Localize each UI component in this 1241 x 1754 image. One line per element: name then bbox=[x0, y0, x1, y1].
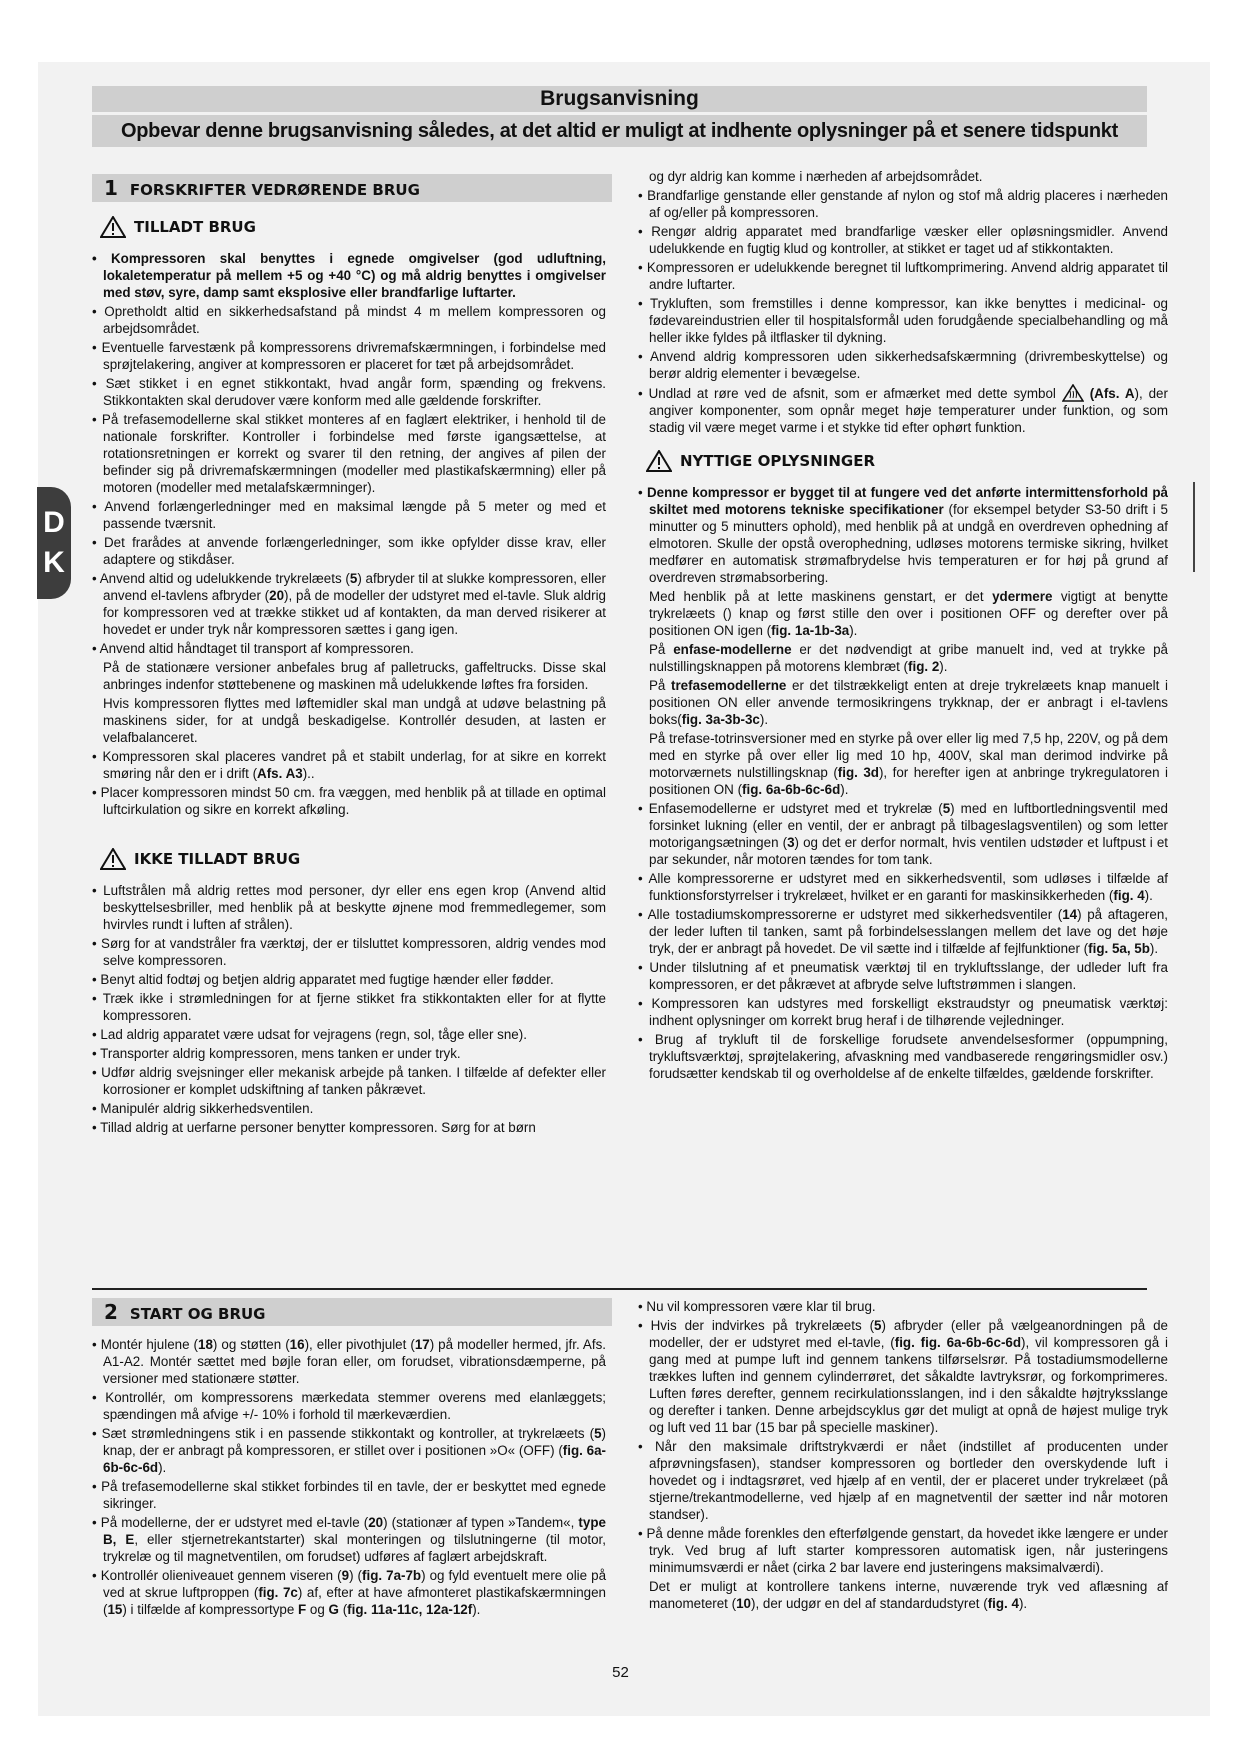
start-paragraph: Det er muligt at kontrollere tankens interne, nuværende tryk ved aflæsning af manometeret (10), der udgør en del af standardudstyret (fig. 4). bbox=[649, 1579, 1168, 1611]
section2-title: START OG BRUG bbox=[129, 1305, 266, 1323]
warning-triangle-icon bbox=[646, 450, 672, 472]
ikke-item: • Sørg for at vandstråler fra værktøj, der er tilsluttet kompressoren, aldrig vendes mod selve kompressoren. bbox=[92, 935, 606, 969]
page-number: 52 bbox=[612, 1664, 629, 1681]
tilladt-item: • Kompressoren skal placeres vandret på et stabilt underlag, for at sikre en korrekt smøring når den er i drift (Afs. A3).. bbox=[92, 748, 606, 782]
language-tab bbox=[37, 487, 71, 599]
ikke-tilladt-heading-text: IKKE TILLADT BRUG bbox=[134, 849, 301, 868]
tilladt-item: • Anvend altid håndtaget til transport af kompressoren. bbox=[92, 640, 606, 657]
tilladt-item: • Eventuelle farvestænk på kompressorens drivremafskærmningen, i forbindelse med sprøjtelakering, angiver at kompressoren er placeret for tæt på arbejdsområdet. bbox=[92, 339, 606, 373]
start-item: • Nu vil kompressoren være klar til brug. bbox=[638, 1298, 1168, 1315]
tilladt-item: • Opretholdt altid en sikkerhedsafstand på mindst 4 m mellem kompressoren og arbejdsområdet. bbox=[92, 303, 606, 337]
nyttige-paragraph: På trefasemodellerne er det tilstrækkeligt enten at dreje trykrelæets knap manuelt i positionen ON eller anvende termosikringens trykknap, der er anbragt i el-tavlens boks(fig. 3a-3b-3c). bbox=[649, 678, 1168, 727]
page-title: Brugsanvisning bbox=[92, 86, 1147, 112]
tilladt-item: • Anvend forlængerledninger med en maksimal længde på 5 meter og med et passende tværsnit. bbox=[92, 498, 606, 532]
ikke-item: • Anvend aldrig kompressoren uden sikkerhedsafskærmning (drivrembeskyttelse) og berør aldrig elementer i bevægelse. bbox=[638, 348, 1168, 382]
ikke-item: • Rengør aldrig apparatet med brandfarlige væsker eller opløsningsmidler. Anvend udelukkende en fugtig klud og kontroller, at stikket er taget ud af stikkontakten. bbox=[638, 223, 1168, 257]
ikke-item: • Brandfarlige genstande eller genstande af nylon og stof må aldrig placeres i nærheden af og/eller på kompressoren. bbox=[638, 187, 1168, 221]
language-tab-letter-d: D bbox=[43, 506, 65, 539]
section2-number: 2 bbox=[104, 1300, 118, 1324]
nyttige-heading bbox=[646, 450, 1168, 472]
start-item: • På denne måde forenkles den efterfølgende genstart, da hovedet ikke længere er under tryk. Ved brug af luft starter kompressoren automatisk igen, når justeringens minimumsværdi er nået (cirka 2 bar lavere end justeringens maksimalværdi). bbox=[638, 1525, 1168, 1576]
ikke-item: • Undlad at røre ved de afsnit, som er afmærket med dette symbol (Afs. A), der angiver komponenter, som opnår meget høje temperaturer under funktion, og som stadig vil være meget varme i et stykke tid efter ophørt funktion. bbox=[638, 384, 1168, 436]
ikke-continued: og dyr aldrig kan komme i nærheden af arbejdsområdet. bbox=[649, 169, 983, 184]
tilladt-paragraph: På de stationære versioner anbefales brug af palletrucks, gaffeltrucks. Disse skal anbringes indenfor støttebenene og maskinen må udelukkende løftes fra forsiden. bbox=[103, 660, 606, 692]
section1-title: FORSKRIFTER VEDRØRENDE BRUG bbox=[129, 181, 420, 199]
nyttige-item: • Kompressoren kan udstyres med forskelligt ekstraudstyr og pneumatisk værktøj: indhent oplysninger om korrekt brug heraf i de tilhørende vejledninger. bbox=[638, 995, 1168, 1029]
section1-heading bbox=[92, 174, 612, 202]
nyttige-item: • Brug af trykluft til de forskellige forudsete anvendelsesformer (oppumpning, trykluftsværktøj, sprøjtelakering, afvaskning med vandbaserede rengøringsmidler osv.) forudsætter kendskab til og overholdelse af de enkelte tilfældes, gældende forskrifter. bbox=[638, 1031, 1168, 1082]
section1-right-column bbox=[638, 168, 1168, 1084]
start-item: • Sæt strømledningens stik i en passende stikkontakt og kontroller, at trykrelæets (5) knap, der er anbragt på kompressoren, er stillet over i positionen »O« (OFF) (fig. 6a-6b-6c-6d). bbox=[92, 1425, 606, 1476]
tilladt-item: • Placer kompressoren mindst 50 cm. fra væggen, med henblik på at tillade en optimal luftcirkulation og sikre en korrekt afkøling. bbox=[92, 784, 606, 818]
section2-right-column bbox=[638, 1298, 1168, 1614]
ikke-item: • Trykluften, som fremstilles i denne kompressor, kan ikke benyttes i medicinal- og fødevareindustrien eller til hospitalsformål uden forudgående specialbehandling og må heller ikke fyldes på iltflasker til dykning. bbox=[638, 295, 1168, 346]
tilladt-paragraph: Hvis kompressoren flyttes med løftemidler skal man undgå at udøve belastning på maskinens sider, for at undgå beskadigelse. Kontrollér desuden, at lasten er velafbalanceret. bbox=[103, 696, 606, 745]
warning-triangle-icon bbox=[100, 216, 126, 238]
start-item: • Når den maksimale driftstrykværdi er nået (indstillet af producenten under afprøvningsfasen), standser kompressoren og bortleder den overskydende luft i hovedet og i indtagsrøret, ved hjælp af en ventil, der er placeret under trykrelæet (på stjerne/trekantmodellerne, ved hjælp af en magnetventil der sætter ind når motoren standser). bbox=[638, 1438, 1168, 1523]
nyttige-item: • Denne kompressor er bygget til at fungere ved det anførte intermittensforhold på skiltet med motorens tekniske specifikationer (for eksempel betyder S3-50 drift i 5 minutter og 5 minutters ophold), med henblik på at undgå en overdreven ophedning af elmotoren. Skulle der opstå overophedning, udløses motorens termiske sikring, hvilket medfører en automatisk strømafbrydelse hvis temperaturen er for høj på grund af overdreven strømabsorbering. bbox=[638, 484, 1168, 586]
ikke-item: • Udfør aldrig svejsninger eller mekanisk arbejde på tanken. I tilfælde af defekter eller korrosioner er komplet udskiftning af tanken påkrævet. bbox=[92, 1064, 606, 1098]
nyttige-paragraph: På enfase-modellerne er det nødvendigt at gribe manuelt ind, ved at trykke på nulstillingsknappen på motorens klembræt (fig. 2). bbox=[649, 642, 1168, 674]
start-item: • Kontrollér, om kompressorens mærkedata stemmer overens med elanlæggets; spændingen må afvige +/- 10% i forhold til mærkeværdien. bbox=[92, 1389, 606, 1423]
warning-triangle-icon bbox=[100, 848, 126, 870]
tilladt-heading-text: TILLADT BRUG bbox=[134, 217, 256, 236]
language-tab-letter-k: K bbox=[43, 546, 65, 579]
nyttige-item: • Under tilslutning af et pneumatisk værktøj til en trykluftsslange, der udleder luft fra kompressoren, er det påkrævet at afbryde selve luftstrømmen i slangen. bbox=[638, 959, 1168, 993]
ikke-item: • Luftstrålen må aldrig rettes mod personer, dyr eller ens egen krop (Anvend altid beskyttelsesbriller, med henblik på at beskytte øjnene mod fremmedlegemer, som hvirvles rundt i luften af strålen). bbox=[92, 882, 606, 933]
tilladt-item: • På trefasemodellerne skal stikket monteres af en faglært elektriker, i henhold til de nationale forskrifter. Kontroller i forbindelse med første igangsættelse, at rotationsretningen er korrekt og svarer til den retning, der angives af pilen der befinder sig på drivremafskærmningen (modeller med plastikafskærmning) eller på motoren (modeller med metalafskærmninger). bbox=[92, 411, 606, 496]
nyttige-paragraph: På trefase-totrinsversioner med en styrke på over eller lig med 7,5 hp, 220V, og på dem med en styrke på over eller lig med 10 hp, 400V, skal man derimod indvirke på motorværnets nulstillingsknap (fig. 3d), for herefter igen at anbringe trykregulatoren i positionen ON (fig. 6a-6b-6c-6d). bbox=[649, 731, 1169, 797]
start-item: • Kontrollér olieniveauet gennem viseren (9) (fig. 7a-7b) og fyld eventuelt mere olie på ved at skrue luftproppen (fig. 7c) af, efter at have afmonteret plastikafskærmningen (15) i tilfælde af kompressortype F og G (fig. 11a-11c, 12a-12f). bbox=[92, 1567, 606, 1618]
section-divider bbox=[92, 1288, 1147, 1290]
nyttige-paragraph: Med henblik på at lette maskinens genstart, er det ydermere vigtigt at benytte trykrelæets () knap og først stille den over i positionen OFF og derefter over på positionen ON igen (fig. 1a-1b-3a). bbox=[649, 589, 1169, 638]
start-item: • Hvis der indvirkes på trykrelæets (5) afbryder (eller på vælgeanordningen på de modeller, der er udstyret med el-tavle, (fig. fig. 6a-6b-6c-6d), vil kompressoren gå i gang med at pumpe luft ind gennem tankens tilførselsrør. På tostadiumsmodellerne trækkes luften ind gennem cylinderrøret, det såkaldte lavtryksrør, og forkomprimeres. Luften føres derefter, gennem recirkulationsslangen, ind i den såkaldte højtryksslange og derefter i tanken. Denne arbejdscyklus gør det muligt at opnå de højest mulige tryk og luft ved 11 bar (15 bar på specielle maskiner). bbox=[638, 1317, 1168, 1436]
nyttige-item: • Alle kompressorerne er udstyret med en sikkerhedsventil, som udløses i tilfælde af funktionsforstyrrelser i trykrelæet, hvilket er en garanti for maskinsikkerheden (fig. 4). bbox=[638, 870, 1168, 904]
ikke-item: • Træk ikke i strømledningen for at fjerne stikket fra stikkontakten eller for at flytte kompressoren. bbox=[92, 990, 606, 1024]
nyttige-heading-text: NYTTIGE OPLYSNINGER bbox=[680, 451, 876, 470]
tilladt-item: • Kompressoren skal benyttes i egnede omgivelser (god udluftning, lokaletemperatur på mellem +5 og +40 °C) og må aldrig benyttes i omgivelser med støv, syre, damp samt eksplosive eller brandfarlige luftarter. bbox=[92, 250, 606, 301]
tilladt-heading bbox=[100, 216, 606, 238]
section2-heading bbox=[92, 1298, 612, 1326]
section1-left-column bbox=[92, 174, 606, 1138]
start-item: • På modellerne, der er udstyret med el-tavle (20) (stationær af typen »Tandem«, type B, E, eller stjernetrekantstarter) skal monteringen og tilslutningerne (til motor, trykrelæ og til magnetventilen, om forudset) udføres af faglært arbejdskraft. bbox=[92, 1514, 606, 1565]
start-item: • På trefasemodellerne skal stikket forbindes til en tavle, der er beskyttet med egnede sikringer. bbox=[92, 1478, 606, 1512]
nyttige-item: • Enfasemodellerne er udstyret med et trykrelæ (5) med en luftbortledningsventil med forsinket lukning (eller en ventil, der er anbragt på tilbageslagsventilen) og som letter motorigangsætningen (3) og det er derfor normalt, hvis ventilen udstøder et luftpust i et par sekunder, når motoren tændes for tom tank. bbox=[638, 800, 1168, 868]
start-item: • Montér hjulene (18) og støtten (16), eller pivothjulet (17) på modeller hermed, jfr. Afs. A1-A2. Montér sættet med bøjle foran eller, om forudset, vibrationsdæmperne, på versioner med stationære støtter. bbox=[92, 1336, 606, 1387]
ikke-tilladt-heading bbox=[100, 848, 606, 870]
margin-mark bbox=[1193, 482, 1195, 572]
tilladt-item: • Anvend altid og udelukkende trykrelæets (5) afbryder til at slukke kompressoren, eller anvend el-tavlens afbryder (20), på de modeller der udstyret med el-tavle. Sluk aldrig for kompressoren ved at trække stikket ud af kontakten, da man derved risikerer at hovedet er under tryk når kompressoren sættes i gang igen. bbox=[92, 570, 606, 638]
ikke-item: • Lad aldrig apparatet være udsat for vejragens (regn, sol, tåge eller sne). bbox=[92, 1026, 606, 1043]
ikke-item: • Transporter aldrig kompressoren, mens tanken er under tryk. bbox=[92, 1045, 606, 1062]
section1-number: 1 bbox=[104, 176, 118, 200]
ikke-item: • Manipulér aldrig sikkerhedsventilen. bbox=[92, 1100, 606, 1117]
ikke-item: • Kompressoren er udelukkende beregnet til luftkomprimering. Anvend aldrig apparatet til andre luftarter. bbox=[638, 259, 1168, 293]
ikke-item: • Benyt altid fodtøj og betjen aldrig apparatet med fugtige hænder eller fødder. bbox=[92, 971, 606, 988]
ikke-item: • Tillad aldrig at uerfarne personer benytter kompressoren. Sørg for at børn bbox=[92, 1119, 606, 1136]
nyttige-item: • Alle tostadiumskompressorerne er udstyret med sikkerhedsventiler (14) på aftageren, der leder luften til tanken, samt på forbindelsesslangen mellem det lave og det høje tryk, der er anbragt på hovedet. De vil sætte ind i tilfælde af fejlfunktioner (fig. 5a, 5b). bbox=[638, 906, 1168, 957]
page-subtitle: Opbevar denne brugsanvisning således, at det altid er muligt at indhente oplysninger på et senere tidspunkt bbox=[92, 115, 1147, 147]
tilladt-item: • Sæt stikket i en egnet stikkontakt, hvad angår form, spænding og frekvens. Stikkontakten skal derudover være konform med alle gældende forskrifter. bbox=[92, 375, 606, 409]
hot-surface-warning-icon bbox=[1062, 384, 1084, 402]
tilladt-item: • Det frarådes at anvende forlængerledninger, som ikke opfylder disse krav, eller adaptere og stikdåser. bbox=[92, 534, 606, 568]
section2-left-column bbox=[92, 1298, 606, 1620]
